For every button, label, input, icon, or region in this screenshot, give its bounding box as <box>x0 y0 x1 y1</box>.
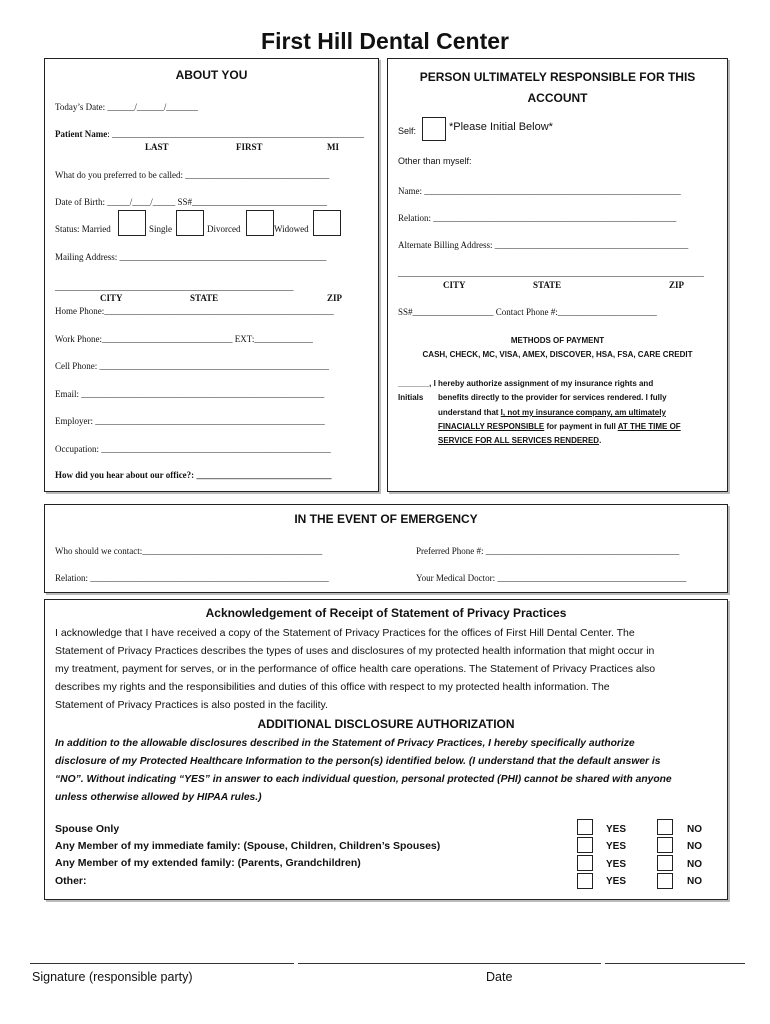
immediate-family-no-label: NO <box>687 841 702 852</box>
authorization-line-4 <box>438 422 681 431</box>
responsible-heading-line-1: PERSON ULTIMATELY RESPONSIBLE FOR THIS <box>419 70 696 84</box>
authorization-text-4a: FINACIALLY RESPONSIBLE <box>438 422 545 431</box>
option-other-label: Other: <box>55 875 87 887</box>
other-yes-checkbox[interactable] <box>577 873 593 889</box>
status-widowed-label: Widowed <box>274 224 309 234</box>
immediate-family-yes-label: YES <box>606 841 627 852</box>
authorization-text-1: , I hereby authorize assignment of my insurance rights and <box>429 379 654 388</box>
disclosure-line: “NO”. Without indicating “YES” in answer to each individual question, personal protected (PHI) cannot be shared with anyone <box>55 774 672 785</box>
privacy-paragraph <box>55 624 655 714</box>
privacy-line: describes my rights and the responsibilities and duties of this office with respect to my protected health information. The <box>55 681 610 693</box>
status-married-label: Status: Married <box>55 224 111 234</box>
middle-initial-caption: MI <box>327 142 339 152</box>
responsible-relation-field[interactable]: Relation: ______________________________________________________ <box>398 213 677 223</box>
self-checkbox[interactable] <box>422 117 446 141</box>
page-title: First Hill Dental Center <box>261 28 509 54</box>
privacy-heading: Acknowledgement of Receipt of Statement of Privacy Practices <box>205 606 567 620</box>
responsible-name-field[interactable]: Name: _________________________________________________________ <box>398 186 681 196</box>
other-no-checkbox[interactable] <box>657 873 673 889</box>
cell-phone-field[interactable]: Cell Phone: ___________________________________________________ <box>55 361 329 371</box>
work-phone-field[interactable]: Work Phone:_____________________________ EXT:_____________ <box>55 334 313 344</box>
spouse-no-label: NO <box>687 824 702 835</box>
option-spouse-label: Spouse Only <box>55 823 120 835</box>
authorization-text-5: SERVICE FOR ALL SERVICES RENDERED <box>438 436 600 445</box>
authorization-text-4b: for payment in full <box>544 422 618 431</box>
occupation-field[interactable]: Occupation: ___________________________________________________ <box>55 444 331 454</box>
alternate-billing-field[interactable]: Alternate Billing Address: ___________________________________________ <box>398 240 689 250</box>
about-you-heading: ABOUT YOU <box>175 68 248 82</box>
disclosure-line: In addition to the allowable disclosures described in the Statement of Privacy Practices, I hereby specifically authorize <box>55 738 635 749</box>
authorization-text-4c: AT THE TIME OF <box>617 422 681 431</box>
extended-family-no-label: NO <box>687 859 702 870</box>
home-phone-field[interactable]: Home Phone:___________________________________________________ <box>55 306 334 316</box>
email-field[interactable]: Email: ______________________________________________________ <box>55 389 325 399</box>
authorization-text-3a: understand that <box>438 408 501 417</box>
authorization-line-1 <box>398 379 653 388</box>
patient-name-label: Patient Name <box>55 129 108 139</box>
immediate-family-no-checkbox[interactable] <box>657 837 673 853</box>
responsible-city-caption: CITY <box>443 280 466 290</box>
initial-note: *Please Initial Below* <box>449 121 553 133</box>
spouse-yes-label: YES <box>606 824 627 835</box>
ss-contact-phone-field[interactable]: SS#__________________ Contact Phone #:______________________ <box>398 307 657 317</box>
about-you-section <box>44 58 379 492</box>
option-immediate-family-label: Any Member of my immediate family: (Spouse, Children, Children’s Spouses) <box>55 840 441 852</box>
city-caption: CITY <box>100 293 123 303</box>
privacy-line: my treatment, payment for serves, or in the performance of office health care operations. The Statement of Privacy Practices also <box>55 663 656 675</box>
authorization-initials-blank[interactable]: _______ <box>398 379 430 388</box>
spouse-yes-checkbox[interactable] <box>577 819 593 835</box>
mailing-address-line-2[interactable]: _____________________________________________________ <box>55 282 294 292</box>
disclosure-heading: ADDITIONAL DISCLOSURE AUTHORIZATION <box>257 717 515 731</box>
extended-family-yes-checkbox[interactable] <box>577 855 593 871</box>
divorced-checkbox[interactable] <box>246 210 274 236</box>
privacy-line: Statement of Privacy Practices is also posted in the facility. <box>55 699 328 711</box>
authorization-line-5 <box>438 436 601 445</box>
widowed-checkbox[interactable] <box>313 210 341 236</box>
date-line[interactable] <box>605 963 745 964</box>
payment-methods-heading: METHODS OF PAYMENT <box>510 336 605 345</box>
referral-source-field[interactable] <box>55 470 331 480</box>
other-yes-label: YES <box>606 876 627 887</box>
patient-name-line: : ________________________________________________________ <box>107 129 364 139</box>
disclosure-line: unless otherwise allowed by HIPAA rules.) <box>55 792 262 803</box>
state-caption: STATE <box>190 293 219 303</box>
disclosure-line: disclosure of my Protected Healthcare Information to the person(s) identified below. (I understand that the default answer is <box>55 756 661 767</box>
emergency-heading: IN THE EVENT OF EMERGENCY <box>294 512 478 526</box>
referral-source-label: How did you hear about our office?: <box>55 470 195 480</box>
extended-family-no-checkbox[interactable] <box>657 855 673 871</box>
privacy-line: Statement of Privacy Practices describes the types of uses and disclosures of my protected health information that might occur in <box>55 645 655 657</box>
married-checkbox[interactable] <box>118 210 146 236</box>
referral-source-line: ______________________________ <box>196 470 332 480</box>
self-label: Self: <box>398 126 417 136</box>
responsible-state-caption: STATE <box>533 280 562 290</box>
other-than-myself-label: Other than myself: <box>398 156 472 166</box>
status-single-label: Single <box>149 224 173 234</box>
option-extended-family-label: Any Member of my extended family: (Parents, Grandchildren) <box>55 857 361 869</box>
zip-caption: ZIP <box>327 293 343 303</box>
disclosure-paragraph <box>55 735 672 807</box>
payment-methods-list: CASH, CHECK, MC, VISA, AMEX, DISCOVER, HSA, FSA, CARE CREDIT <box>422 350 693 359</box>
signature-line[interactable] <box>30 963 294 964</box>
authorization-line-2: benefits directly to the provider for services rendered. I fully <box>438 393 667 402</box>
employer-field[interactable]: Employer: ___________________________________________________ <box>55 416 325 426</box>
other-no-label: NO <box>687 876 702 887</box>
spouse-no-checkbox[interactable] <box>657 819 673 835</box>
status-divorced-label: Divorced <box>207 224 241 234</box>
responsible-zip-caption: ZIP <box>669 280 685 290</box>
emergency-contact-field[interactable]: Who should we contact:________________________________________ <box>55 546 323 556</box>
extended-family-yes-label: YES <box>606 859 627 870</box>
first-name-caption: FIRST <box>236 142 263 152</box>
initials-label: Initials <box>398 393 424 402</box>
todays-date-field[interactable]: Today’s Date: ______/______/_______ <box>55 102 198 112</box>
medical-doctor-field[interactable]: Your Medical Doctor: __________________________________________ <box>416 573 687 583</box>
signature-label: Signature (responsible party) <box>32 970 193 984</box>
last-name-caption: LAST <box>145 142 169 152</box>
patient-name-field[interactable] <box>55 129 364 139</box>
preferred-name-field[interactable]: What do you preferred to be called: ________________________________ <box>55 170 330 180</box>
signature-line-middle[interactable] <box>298 963 601 964</box>
privacy-line: I acknowledge that I have received a copy of the Statement of Privacy Practices for the offices of First Hill Dental Center. The <box>55 627 635 639</box>
authorization-text-3b: I, not my insurance company, am ultimately <box>500 408 666 417</box>
authorization-text-5-end: . <box>599 436 602 445</box>
alternate-billing-line-2[interactable]: ____________________________________________________________________ <box>398 268 704 278</box>
authorization-line-3 <box>438 408 666 417</box>
date-label: Date <box>486 970 513 984</box>
date-of-birth-field[interactable]: Date of Birth: _____/____/_____ SS#______________________________ <box>55 197 327 207</box>
responsible-heading-line-2: ACCOUNT <box>527 91 588 105</box>
emergency-phone-field[interactable]: Preferred Phone #: ___________________________________________ <box>416 546 680 556</box>
immediate-family-yes-checkbox[interactable] <box>577 837 593 853</box>
single-checkbox[interactable] <box>176 210 204 236</box>
emergency-relation-field[interactable]: Relation: _____________________________________________________ <box>55 573 329 583</box>
mailing-address-field[interactable]: Mailing Address: ______________________________________________ <box>55 252 327 262</box>
